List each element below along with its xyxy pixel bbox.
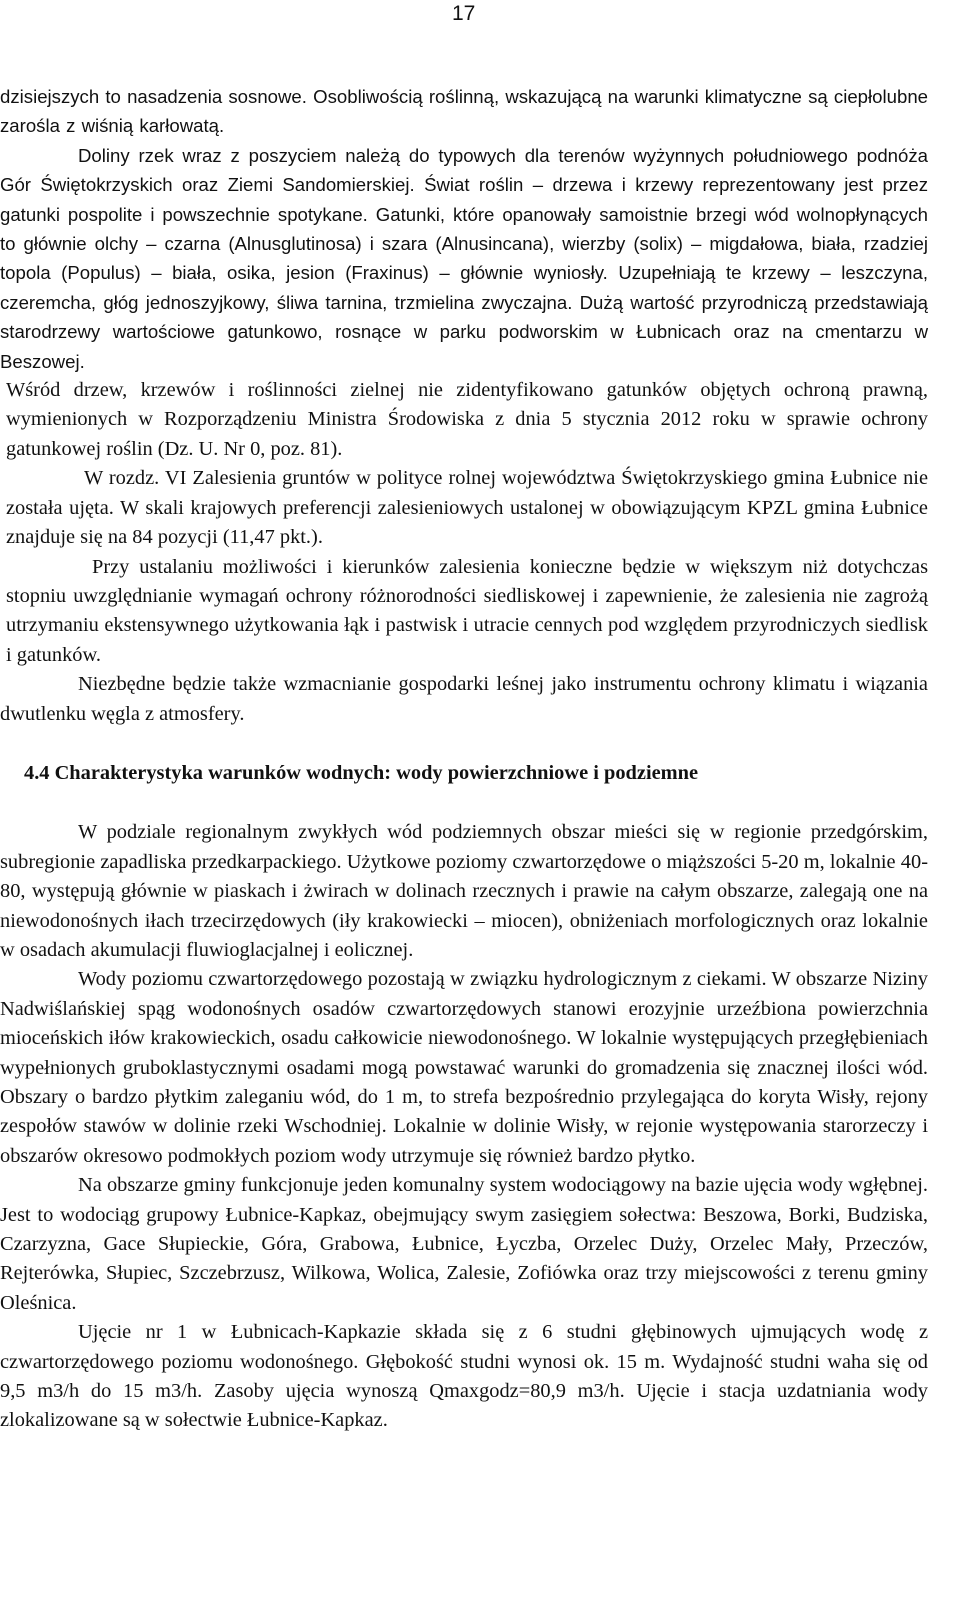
paragraph: Wody poziomu czwartorzędowego pozostają w związku hydrologicznym z ciekami. W obszarze Niziny Nadwiślańskiej spąg wodonośnych osadów czwartorzędowych stanowi erozyjnie urzeźbiona powierzchnia mioceńskich iłów krakowieckich, osadu całkowicie niewodonośnego. W lokalnie występujących przegłębieniach wypełnionych gruboklastycznymi osadami mogą powstawać warunki do gromadzenia się znacznej ilości wód. Obszary o bardzo płytkim zaleganiu wód, do 1 m, to strefa bezpośrednio przylegająca do koryta Wisły, rejony zespołów stawów w dolinie rzeki Wschodniej. Lokalnie w dolinie Wisły, w rejonie występowania starorzeczy i obszarów okresowo podmokłych poziom wody utrzymuje się również bardzo płytko.: [0, 968, 928, 1167]
paragraph: Doliny rzek wraz z poszyciem należą do typowych dla terenów wyżynnych południowego podnóża Gór Świętokrzyskich oraz Ziemi Sandomierskiej. Świat roślin – drzewa i krzewy reprezentowany jest przez gatunki pospolite i powszechnie spotykane. Gatunki, które opanowały samoistnie brzegi wód wolnopłynących to głównie olchy – czarna (Alnusglutinosa) i szara (Alnusincana), wierzby (solix) – migdałowa, biała, rzadziej topola (Populus) – biała, osika, jesion (Fraxinus) – głównie wyniosły. Uzupełniają te krzewy – leszczyna, czeremcha, głóg jednoszyjkowy, śliwa tarnina, trzmielina zwyczajna. Dużą wartość przyrodniczą przedstawiają starodrzewy wartościowe gatunkowo, rosnące w parku podworskim w Łubnicach oraz na cmentarzu w Beszowej.: [0, 144, 928, 372]
section-heading: 4.4 Charakterystyka warunków wodnych: wody powierzchniowe i podziemne: [24, 761, 699, 784]
document-body: [0, 82, 928, 1436]
paragraph: Przy ustalaniu możliwości i kierunków zalesienia konieczne będzie w większym niż dotychczas stopniu uwzględnianie wymagań ochrony różnorodności siedliskowej i zapewnienie, że zalesienia nie zagrożą utrzymaniu ekstensywnego użytkowania łąk i pastwisk i utracie cennych pod względem przyrodniczych siedlisk i gatunków.: [6, 555, 928, 666]
paragraph: Na obszarze gminy funkcjonuje jeden komunalny system wodociągowy na bazie ujęcia wody wgłębnej. Jest to wodociąg grupowy Łubnice-Kapkaz, obejmujący swym zasięgiem sołectwa: Beszowa, Borki, Budziska, Czarzyzna, Gace Słupieckie, Góra, Grabowa, Łubnice, Łyczba, Orzelec Duży, Orzelec Mały, Przeczów, Rejterówka, Słupiec, Szczebrzusz, Wilkowa, Wolica, Zalesie, Zofiówka oraz trzy miejscowości z terenu gminy Oleśnica.: [0, 1174, 928, 1314]
paragraph: W rozdz. VI Zalesienia gruntów w polityce rolnej województwa Świętokrzyskiego gmina Łubnice nie została ujęta. W skali krajowych preferencji zalesieniowych ustalonej w obowiązującym KPZL gmina Łubnice znajduje się na 84 pozycji (11,47 pkt.).: [6, 467, 928, 549]
paragraph: Wśród drzew, krzewów i roślinności zielnej nie zidentyfikowano gatunków objętych ochroną prawną, wymienionych w Rozporządzeniu Ministra Środowiska z dnia 5 stycznia 2012 roku w sprawie ochrony gatunkowej roślin (Dz. U. Nr 0, poz. 81).: [6, 379, 928, 460]
paragraph: Ujęcie nr 1 w Łubnicach-Kapkazie składa się z 6 studni głębinowych ujmujących wodę z czwartorzędowego poziomu wodonośnego. Głębokość studni wynosi ok. 15 m. Wydajność studni waha się od 9,5 m3/h do 15 m3/h. Zasoby ujęcia wynoszą Qmaxgodz=80,9 m3/h. Ujęcie i stacja uzdatniania wody zlokalizowane są w sołectwie Łubnice-Kapkaz.: [0, 1321, 928, 1432]
paragraph: dzisiejszych to nasadzenia sosnowe. Osobliwością roślinną, wskazującą na warunki klimatyczne są ciepłolubne zarośla z wiśnią karłowatą.: [0, 86, 928, 137]
paragraph: Niezbędne będzie także wzmacnianie gospodarki leśnej jako instrumentu ochrony klimatu i wiązania dwutlenku węgla z atmosfery.: [0, 673, 928, 725]
page-number: 17: [452, 2, 476, 25]
paragraph: W podziale regionalnym zwykłych wód podziemnych obszar mieści się w regionie przedgórskim, subregionie zapadliska przedkarpackiego. Użytkowe poziomy czwartorzędowe o miąższości 5-20 m, lokalnie 40-80, występują głównie w piaskach i żwirach w dolinach rzecznych i prawie na całym obszarze, zalegają one na niewodonośnych iłach trzecirzędowych (iły krakowiecki – miocen), obniżeniach morfologicznych oraz lokalnie w osadach akumulacji fluwioglacjalnej i eolicznej.: [0, 821, 928, 961]
